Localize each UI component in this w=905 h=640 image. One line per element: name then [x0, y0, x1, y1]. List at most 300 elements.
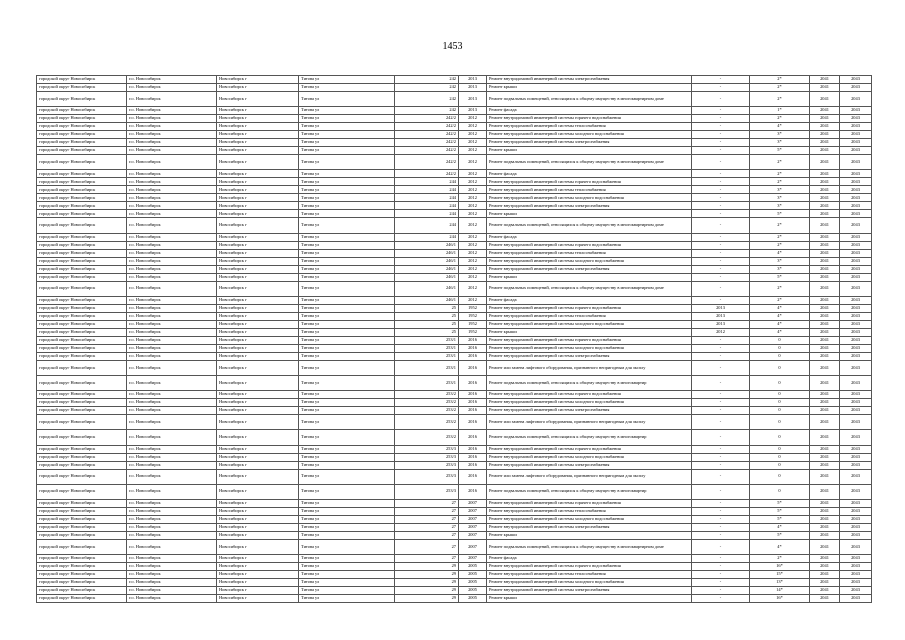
plan-end-year-cell: 2043 [840, 430, 872, 445]
plan-end-year-cell: 2043 [840, 515, 872, 523]
last-repair-year-cell: - [692, 257, 750, 265]
rating-cell: 0 [750, 352, 810, 360]
plan-start-year-cell: 2041 [810, 147, 840, 155]
house-number-cell: 246/1 [395, 281, 459, 296]
table-row [37, 461, 872, 469]
plan-start-year-cell: 2041 [810, 563, 840, 571]
house-number-cell: 242/2 [395, 115, 459, 123]
build-year-cell: 2016 [459, 453, 487, 461]
rating-cell: 4* [750, 320, 810, 328]
district-cell: городской округ Новосибирск [37, 296, 127, 304]
street-cell: Титова ул [299, 139, 395, 147]
district-cell: городской округ Новосибирск [37, 257, 127, 265]
district-cell: городской округ Новосибирск [37, 147, 127, 155]
rating-cell: 5* [750, 507, 810, 515]
house-number-cell: 253/1 [395, 336, 459, 344]
municipality-cell: г.о. Новосибирск [127, 484, 217, 499]
street-cell: Титова ул [299, 507, 395, 515]
locality-cell: Новосибирск г [217, 445, 299, 453]
street-cell: Титова ул [299, 595, 395, 603]
locality-cell: Новосибирск г [217, 469, 299, 484]
build-year-cell: 1952 [459, 328, 487, 336]
plan-end-year-cell: 2043 [840, 469, 872, 484]
house-number-cell: 246/1 [395, 249, 459, 257]
district-cell: городской округ Новосибирск [37, 123, 127, 131]
table-row [37, 352, 872, 360]
municipality-cell: г.о. Новосибирск [127, 375, 217, 390]
street-cell: Титова ул [299, 92, 395, 107]
table-row [37, 515, 872, 523]
municipality-cell: г.о. Новосибирск [127, 107, 217, 115]
build-year-cell: 2013 [459, 92, 487, 107]
last-repair-year-cell: - [692, 469, 750, 484]
locality-cell: Новосибирск г [217, 249, 299, 257]
plan-end-year-cell: 2043 [840, 320, 872, 328]
build-year-cell: 2005 [459, 579, 487, 587]
locality-cell: Новосибирск г [217, 587, 299, 595]
rating-cell: 0 [750, 344, 810, 352]
plan-start-year-cell: 2041 [810, 352, 840, 360]
house-number-cell: 29 [395, 595, 459, 603]
table-row [37, 115, 872, 123]
house-number-cell: 253/3 [395, 469, 459, 484]
municipality-cell: г.о. Новосибирск [127, 499, 217, 507]
municipality-cell: г.о. Новосибирск [127, 430, 217, 445]
locality-cell: Новосибирск г [217, 210, 299, 218]
municipality-cell: г.о. Новосибирск [127, 539, 217, 554]
rating-cell: 2* [750, 84, 810, 92]
locality-cell: Новосибирск г [217, 84, 299, 92]
plan-start-year-cell: 2041 [810, 407, 840, 415]
last-repair-year-cell: 2013 [692, 312, 750, 320]
build-year-cell: 2012 [459, 265, 487, 273]
table-row [37, 304, 872, 312]
table-row [37, 218, 872, 233]
last-repair-year-cell: - [692, 375, 750, 390]
plan-end-year-cell: 2043 [840, 484, 872, 499]
municipality-cell: г.о. Новосибирск [127, 131, 217, 139]
municipality-cell: г.о. Новосибирск [127, 123, 217, 131]
district-cell: городской округ Новосибирск [37, 320, 127, 328]
district-cell: городской округ Новосибирск [37, 218, 127, 233]
street-cell: Титова ул [299, 579, 395, 587]
work-type-cell: Ремонт крыши [487, 273, 692, 281]
last-repair-year-cell: - [692, 515, 750, 523]
build-year-cell: 2012 [459, 257, 487, 265]
municipality-cell: г.о. Новосибирск [127, 344, 217, 352]
house-number-cell: 242/2 [395, 147, 459, 155]
rating-cell: 3* [750, 194, 810, 202]
build-year-cell: 2016 [459, 375, 487, 390]
rating-cell: 2* [750, 92, 810, 107]
municipality-cell: г.о. Новосибирск [127, 202, 217, 210]
plan-start-year-cell: 2041 [810, 469, 840, 484]
table-row [37, 131, 872, 139]
district-cell: городской округ Новосибирск [37, 344, 127, 352]
plan-start-year-cell: 2041 [810, 233, 840, 241]
street-cell: Титова ул [299, 170, 395, 178]
last-repair-year-cell: - [692, 218, 750, 233]
plan-end-year-cell: 2043 [840, 445, 872, 453]
house-number-cell: 246/1 [395, 265, 459, 273]
last-repair-year-cell: - [692, 170, 750, 178]
build-year-cell: 2012 [459, 139, 487, 147]
locality-cell: Новосибирск г [217, 507, 299, 515]
plan-end-year-cell: 2043 [840, 499, 872, 507]
plan-start-year-cell: 2041 [810, 84, 840, 92]
locality-cell: Новосибирск г [217, 92, 299, 107]
last-repair-year-cell: - [692, 131, 750, 139]
last-repair-year-cell: - [692, 539, 750, 554]
last-repair-year-cell: 2013 [692, 304, 750, 312]
rating-cell: 0 [750, 484, 810, 499]
build-year-cell: 2007 [459, 523, 487, 531]
last-repair-year-cell: - [692, 407, 750, 415]
municipality-cell: г.о. Новосибирск [127, 587, 217, 595]
table-row [37, 539, 872, 554]
street-cell: Титова ул [299, 539, 395, 554]
house-number-cell: 244 [395, 210, 459, 218]
build-year-cell: 2012 [459, 115, 487, 123]
plan-start-year-cell: 2041 [810, 241, 840, 249]
house-number-cell: 246/1 [395, 241, 459, 249]
street-cell: Титова ул [299, 320, 395, 328]
locality-cell: Новосибирск г [217, 76, 299, 84]
rating-cell: 0 [750, 360, 810, 375]
district-cell: городской округ Новосибирск [37, 352, 127, 360]
district-cell: городской округ Новосибирск [37, 571, 127, 579]
locality-cell: Новосибирск г [217, 170, 299, 178]
locality-cell: Новосибирск г [217, 531, 299, 539]
district-cell: городской округ Новосибирск [37, 587, 127, 595]
district-cell: городской округ Новосибирск [37, 249, 127, 257]
locality-cell: Новосибирск г [217, 453, 299, 461]
street-cell: Титова ул [299, 453, 395, 461]
municipality-cell: г.о. Новосибирск [127, 531, 217, 539]
street-cell: Титова ул [299, 445, 395, 453]
plan-end-year-cell: 2043 [840, 265, 872, 273]
build-year-cell: 2012 [459, 241, 487, 249]
work-type-cell: Ремонт внутридомовой инженерной системы электроснабжения [487, 407, 692, 415]
plan-start-year-cell: 2041 [810, 579, 840, 587]
municipality-cell: г.о. Новосибирск [127, 233, 217, 241]
last-repair-year-cell: - [692, 210, 750, 218]
district-cell: городской округ Новосибирск [37, 453, 127, 461]
work-type-cell: Ремонт внутридомовой инженерной системы горячего водоснабжения [487, 563, 692, 571]
rating-cell: 3* [750, 139, 810, 147]
locality-cell: Новосибирск г [217, 281, 299, 296]
table-row [37, 186, 872, 194]
table-row [37, 84, 872, 92]
rating-cell: 0 [750, 391, 810, 399]
last-repair-year-cell: - [692, 123, 750, 131]
street-cell: Титова ул [299, 461, 395, 469]
house-number-cell: 246/1 [395, 257, 459, 265]
rating-cell: 0 [750, 407, 810, 415]
plan-start-year-cell: 2041 [810, 391, 840, 399]
street-cell: Титова ул [299, 407, 395, 415]
last-repair-year-cell: - [692, 571, 750, 579]
work-type-cell: Ремонт внутридомовой инженерной системы теплоснабжения [487, 312, 692, 320]
last-repair-year-cell: - [692, 563, 750, 571]
work-type-cell: Ремонт внутридомовой инженерной системы горячего водоснабжения [487, 178, 692, 186]
house-number-cell: 242 [395, 107, 459, 115]
house-number-cell: 242 [395, 76, 459, 84]
work-type-cell: Ремонт внутридомовой инженерной системы электроснабжения [487, 76, 692, 84]
street-cell: Титова ул [299, 523, 395, 531]
build-year-cell: 2012 [459, 296, 487, 304]
work-type-cell: Ремонт внутридомовой инженерной системы холодного водоснабжения [487, 515, 692, 523]
street-cell: Титова ул [299, 531, 395, 539]
build-year-cell: 2016 [459, 407, 487, 415]
rating-cell: 4* [750, 539, 810, 554]
work-type-cell: Ремонт внутридомовой инженерной системы электроснабжения [487, 587, 692, 595]
work-type-cell: Ремонт подвальных помещений, относящихся к общему имуществу в многоквартирном доме [487, 281, 692, 296]
street-cell: Титова ул [299, 210, 395, 218]
locality-cell: Новосибирск г [217, 523, 299, 531]
build-year-cell: 2007 [459, 555, 487, 563]
table-row [37, 194, 872, 202]
plan-end-year-cell: 2043 [840, 147, 872, 155]
street-cell: Титова ул [299, 202, 395, 210]
build-year-cell: 2012 [459, 123, 487, 131]
district-cell: городской округ Новосибирск [37, 399, 127, 407]
house-number-cell: 244 [395, 178, 459, 186]
rating-cell: 16* [750, 563, 810, 571]
build-year-cell: 2013 [459, 84, 487, 92]
last-repair-year-cell: - [692, 107, 750, 115]
house-number-cell: 27 [395, 539, 459, 554]
work-type-cell: Ремонт или замена лифтового оборудования, признанного непригодным для эксплу [487, 469, 692, 484]
district-cell: городской округ Новосибирск [37, 430, 127, 445]
plan-end-year-cell: 2043 [840, 539, 872, 554]
work-type-cell: Ремонт внутридомовой инженерной системы холодного водоснабжения [487, 257, 692, 265]
street-cell: Титова ул [299, 391, 395, 399]
plan-start-year-cell: 2041 [810, 131, 840, 139]
locality-cell: Новосибирск г [217, 595, 299, 603]
municipality-cell: г.о. Новосибирск [127, 76, 217, 84]
rating-cell: 0 [750, 453, 810, 461]
table-row [37, 523, 872, 531]
district-cell: городской округ Новосибирск [37, 461, 127, 469]
last-repair-year-cell: - [692, 499, 750, 507]
build-year-cell: 2012 [459, 273, 487, 281]
build-year-cell: 2012 [459, 202, 487, 210]
plan-start-year-cell: 2041 [810, 344, 840, 352]
district-cell: городской округ Новосибирск [37, 304, 127, 312]
district-cell: городской округ Новосибирск [37, 391, 127, 399]
municipality-cell: г.о. Новосибирск [127, 571, 217, 579]
plan-start-year-cell: 2041 [810, 304, 840, 312]
district-cell: городской округ Новосибирск [37, 523, 127, 531]
plan-end-year-cell: 2043 [840, 461, 872, 469]
street-cell: Титова ул [299, 241, 395, 249]
build-year-cell: 2016 [459, 352, 487, 360]
table-row [37, 563, 872, 571]
last-repair-year-cell: 2013 [692, 320, 750, 328]
district-cell: городской округ Новосибирск [37, 507, 127, 515]
locality-cell: Новосибирск г [217, 336, 299, 344]
build-year-cell: 2012 [459, 218, 487, 233]
work-type-cell: Ремонт подвальных помещений, относящихся к общему имуществу в многоквартир [487, 375, 692, 390]
table-row [37, 453, 872, 461]
locality-cell: Новосибирск г [217, 139, 299, 147]
last-repair-year-cell: - [692, 281, 750, 296]
rating-cell: 4* [750, 304, 810, 312]
plan-end-year-cell: 2043 [840, 328, 872, 336]
municipality-cell: г.о. Новосибирск [127, 469, 217, 484]
work-type-cell: Ремонт внутридомовой инженерной системы электроснабжения [487, 461, 692, 469]
plan-end-year-cell: 2043 [840, 281, 872, 296]
work-type-cell: Ремонт внутридомовой инженерной системы теплоснабжения [487, 186, 692, 194]
rating-cell: 5* [750, 210, 810, 218]
street-cell: Титова ул [299, 249, 395, 257]
repair-schedule-table [36, 75, 872, 603]
municipality-cell: г.о. Новосибирск [127, 352, 217, 360]
build-year-cell: 2007 [459, 515, 487, 523]
plan-start-year-cell: 2041 [810, 445, 840, 453]
rating-cell: 2* [750, 218, 810, 233]
build-year-cell: 2013 [459, 107, 487, 115]
table-row [37, 281, 872, 296]
municipality-cell: г.о. Новосибирск [127, 595, 217, 603]
locality-cell: Новосибирск г [217, 461, 299, 469]
table-row [37, 273, 872, 281]
locality-cell: Новосибирск г [217, 563, 299, 571]
plan-start-year-cell: 2041 [810, 296, 840, 304]
work-type-cell: Ремонт внутридомовой инженерной системы холодного водоснабжения [487, 194, 692, 202]
house-number-cell: 253/3 [395, 453, 459, 461]
municipality-cell: г.о. Новосибирск [127, 218, 217, 233]
house-number-cell: 253/3 [395, 461, 459, 469]
table-row [37, 415, 872, 430]
municipality-cell: г.о. Новосибирск [127, 155, 217, 170]
plan-start-year-cell: 2041 [810, 555, 840, 563]
municipality-cell: г.о. Новосибирск [127, 304, 217, 312]
locality-cell: Новосибирск г [217, 178, 299, 186]
municipality-cell: г.о. Новосибирск [127, 399, 217, 407]
district-cell: городской округ Новосибирск [37, 312, 127, 320]
last-repair-year-cell: - [692, 115, 750, 123]
rating-cell: 14* [750, 587, 810, 595]
rating-cell: 5* [750, 499, 810, 507]
house-number-cell: 244 [395, 186, 459, 194]
last-repair-year-cell: - [692, 273, 750, 281]
plan-start-year-cell: 2041 [810, 539, 840, 554]
build-year-cell: 2016 [459, 360, 487, 375]
last-repair-year-cell: - [692, 587, 750, 595]
rating-cell: 0 [750, 469, 810, 484]
locality-cell: Новосибирск г [217, 430, 299, 445]
locality-cell: Новосибирск г [217, 360, 299, 375]
house-number-cell: 27 [395, 531, 459, 539]
plan-start-year-cell: 2041 [810, 571, 840, 579]
build-year-cell: 2012 [459, 249, 487, 257]
plan-end-year-cell: 2043 [840, 587, 872, 595]
plan-start-year-cell: 2041 [810, 360, 840, 375]
plan-end-year-cell: 2043 [840, 123, 872, 131]
district-cell: городской округ Новосибирск [37, 92, 127, 107]
locality-cell: Новосибирск г [217, 147, 299, 155]
table-row [37, 407, 872, 415]
locality-cell: Новосибирск г [217, 194, 299, 202]
street-cell: Титова ул [299, 563, 395, 571]
rating-cell: 5* [750, 515, 810, 523]
district-cell: городской округ Новосибирск [37, 336, 127, 344]
table-row [37, 76, 872, 84]
plan-end-year-cell: 2043 [840, 92, 872, 107]
district-cell: городской округ Новосибирск [37, 84, 127, 92]
plan-end-year-cell: 2043 [840, 273, 872, 281]
build-year-cell: 2016 [459, 469, 487, 484]
table-row [37, 499, 872, 507]
last-repair-year-cell: - [692, 555, 750, 563]
plan-start-year-cell: 2041 [810, 587, 840, 595]
street-cell: Титова ул [299, 360, 395, 375]
table-row [37, 336, 872, 344]
build-year-cell: 2005 [459, 595, 487, 603]
last-repair-year-cell: - [692, 352, 750, 360]
last-repair-year-cell: - [692, 84, 750, 92]
plan-end-year-cell: 2043 [840, 523, 872, 531]
locality-cell: Новосибирск г [217, 515, 299, 523]
district-cell: городской округ Новосибирск [37, 595, 127, 603]
street-cell: Титова ул [299, 344, 395, 352]
district-cell: городской округ Новосибирск [37, 170, 127, 178]
plan-end-year-cell: 2043 [840, 352, 872, 360]
table-row [37, 202, 872, 210]
locality-cell: Новосибирск г [217, 312, 299, 320]
rating-cell: 4* [750, 312, 810, 320]
street-cell: Титова ул [299, 415, 395, 430]
plan-end-year-cell: 2043 [840, 84, 872, 92]
work-type-cell: Ремонт внутридомовой инженерной системы холодного водоснабжения [487, 320, 692, 328]
plan-end-year-cell: 2043 [840, 107, 872, 115]
table-row [37, 555, 872, 563]
municipality-cell: г.о. Новосибирск [127, 273, 217, 281]
municipality-cell: г.о. Новосибирск [127, 391, 217, 399]
locality-cell: Новосибирск г [217, 265, 299, 273]
plan-end-year-cell: 2043 [840, 241, 872, 249]
plan-start-year-cell: 2041 [810, 531, 840, 539]
plan-end-year-cell: 2043 [840, 210, 872, 218]
street-cell: Титова ул [299, 76, 395, 84]
plan-start-year-cell: 2041 [810, 595, 840, 603]
table-row [37, 107, 872, 115]
work-type-cell: Ремонт крыши [487, 595, 692, 603]
rating-cell: 0 [750, 415, 810, 430]
build-year-cell: 2012 [459, 155, 487, 170]
table-row [37, 257, 872, 265]
work-type-cell: Ремонт подвальных помещений, относящихся к общему имуществу в многоквартирном доме [487, 218, 692, 233]
table-row [37, 430, 872, 445]
rating-cell: 2* [750, 76, 810, 84]
plan-end-year-cell: 2043 [840, 170, 872, 178]
rating-cell: 0 [750, 430, 810, 445]
table-row [37, 178, 872, 186]
plan-start-year-cell: 2041 [810, 265, 840, 273]
municipality-cell: г.о. Новосибирск [127, 415, 217, 430]
municipality-cell: г.о. Новосибирск [127, 320, 217, 328]
house-number-cell: 242/2 [395, 131, 459, 139]
municipality-cell: г.о. Новосибирск [127, 336, 217, 344]
house-number-cell: 25 [395, 304, 459, 312]
rating-cell: 3* [750, 131, 810, 139]
work-type-cell: Ремонт внутридомовой инженерной системы горячего водоснабжения [487, 499, 692, 507]
last-repair-year-cell: - [692, 453, 750, 461]
last-repair-year-cell: - [692, 186, 750, 194]
district-cell: городской округ Новосибирск [37, 210, 127, 218]
